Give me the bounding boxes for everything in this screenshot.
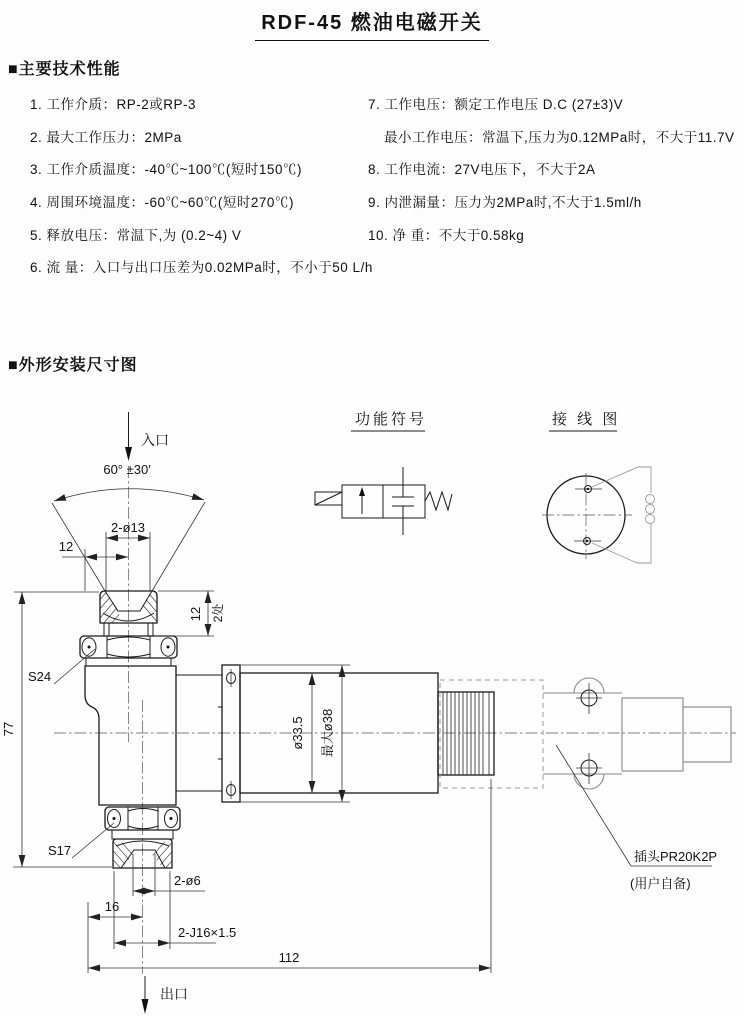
label-function-symbol: 功能符号 bbox=[355, 411, 428, 428]
spec-item: 10. 净 重：不大于0.58kg bbox=[368, 228, 525, 243]
outlet-port-group bbox=[142, 976, 189, 1014]
plug-connector bbox=[543, 678, 731, 789]
label-dim-16: 16 bbox=[104, 899, 120, 914]
wiring-diagram bbox=[542, 411, 655, 563]
section-heading-drawing: ■外形安装尺寸图 bbox=[8, 357, 138, 374]
label-s24: S24 bbox=[28, 669, 52, 684]
spec-item: 9. 内泄漏量：压力为2MPa时,不大于1.5ml/h bbox=[368, 195, 642, 210]
label-s17: S17 bbox=[48, 843, 72, 858]
label-inlet: 入口 bbox=[141, 432, 169, 448]
label-wiring-diagram: 接 线 图 bbox=[552, 411, 621, 428]
label-dim-112: 112 bbox=[278, 950, 300, 965]
dim-2xd6 bbox=[133, 854, 205, 896]
outlet-arrow-icon bbox=[142, 999, 149, 1014]
label-angle: 60° ±30′ bbox=[103, 462, 151, 477]
section-heading-specs: ■主要技术性能 bbox=[8, 61, 121, 78]
dim-77 bbox=[1, 592, 112, 867]
inlet-fitting bbox=[78, 588, 184, 666]
dim-16 bbox=[88, 899, 143, 973]
label-dia-38-max: 最大ø38 bbox=[320, 708, 335, 758]
label-dim-2d13: 2-ø13 bbox=[111, 520, 145, 535]
label-dim-2places: 2处 bbox=[211, 603, 225, 623]
coil-wire bbox=[592, 467, 655, 563]
thread-section bbox=[438, 692, 494, 775]
dim-112 bbox=[88, 779, 491, 973]
spec-item: 6. 流 量：入口与出口压差为0.02MPa时，不小于50 L/h bbox=[30, 260, 373, 275]
inlet-port-group bbox=[125, 412, 169, 461]
dimension-drawing bbox=[0, 400, 744, 1017]
function-symbol bbox=[315, 411, 452, 535]
inlet-arrow-icon bbox=[125, 447, 132, 461]
flow-arrow-icon bbox=[359, 487, 365, 496]
valve-body bbox=[85, 666, 222, 805]
label-dia-335: ø33.5 bbox=[290, 716, 305, 750]
label-dim-12-right: 12 bbox=[188, 606, 203, 622]
label-plug-type: 插头PR20K2P bbox=[634, 849, 718, 864]
spec-item: 4. 周围环境温度：-60℃~60℃(短时270℃) bbox=[30, 195, 294, 210]
spec-item-continuation: 最小工作电压：常温下,压力为0.12MPa时，不大于11.7V bbox=[384, 130, 735, 145]
page-title: RDF-45 燃油电磁开关 bbox=[255, 6, 489, 41]
spec-item: 2. 最大工作压力：2MPa bbox=[30, 130, 182, 145]
label-dim-77: 77 bbox=[1, 721, 16, 737]
mounting-flange bbox=[218, 665, 240, 802]
spec-item: 1. 工作介质：RP-2或RP-3 bbox=[30, 97, 197, 112]
centerlines bbox=[54, 466, 736, 974]
label-plug-note: (用户自备) bbox=[630, 876, 691, 891]
label-thread: 2-J16×1.5 bbox=[178, 925, 237, 940]
label-dim-12-left: 12 bbox=[58, 539, 74, 554]
plug-leader bbox=[556, 745, 717, 891]
dim-12-depth bbox=[156, 591, 225, 636]
plug-dashed-outline bbox=[440, 680, 543, 788]
spring-icon bbox=[425, 492, 452, 510]
spec-item: 3. 工作介质温度：-40℃~100℃(短时150℃) bbox=[30, 162, 302, 177]
label-outlet: 出口 bbox=[160, 986, 188, 1002]
outlet-fitting bbox=[92, 807, 194, 872]
label-dim-2d6: 2-ø6 bbox=[174, 873, 201, 888]
dim-2xd13 bbox=[106, 520, 150, 591]
spec-item: 8. 工作电流：27V电压下，不大于2A bbox=[368, 162, 596, 177]
dim-12-offset bbox=[59, 539, 128, 591]
spec-item: 7. 工作电压：额定工作电压 D.C (27±3)V bbox=[368, 97, 624, 112]
s17-callout bbox=[48, 823, 114, 858]
title-row bbox=[0, 6, 744, 41]
spec-item: 5. 释放电压：常温下,为 (0.2~4) V bbox=[30, 228, 242, 243]
